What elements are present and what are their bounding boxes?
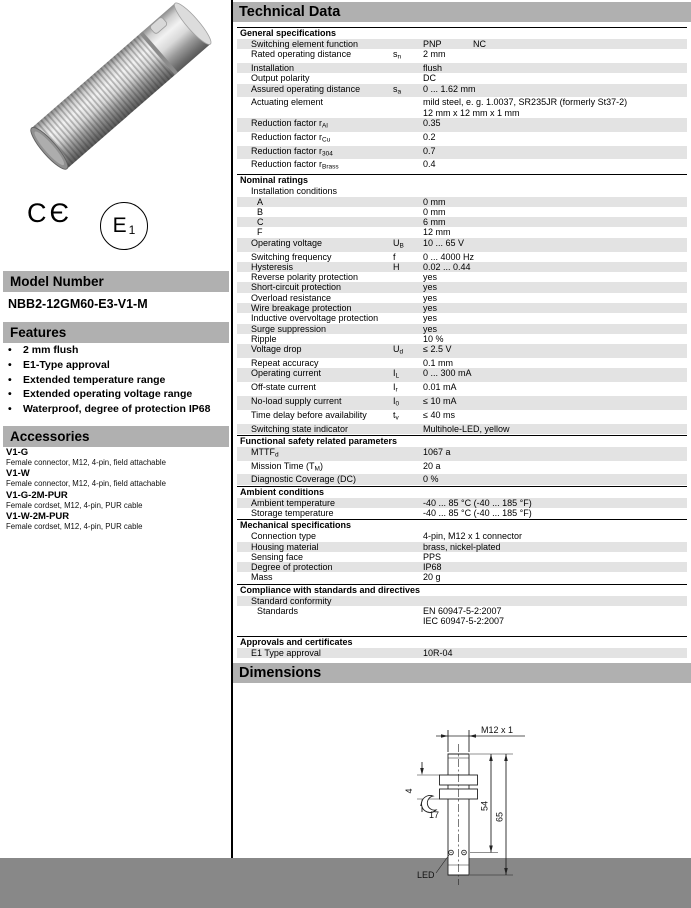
spec-value-line: yes [423,292,438,303]
spec-value-line: 0.1 mm [423,358,454,369]
spec-value [423,368,687,382]
spec-value-line: 10 % [423,333,444,344]
spec-value [423,424,687,434]
spec-row [237,118,687,132]
spec-label: Output polarity [251,73,310,84]
spec-row [237,238,687,252]
spec-value [423,508,687,518]
spec-row [237,217,687,227]
spec-value-line: -40 ... 85 °C (-40 ... 185 °F) [423,497,532,508]
spec-row [237,84,687,98]
spec-label: Reduction factor rAl [251,118,328,130]
spec-value [423,303,687,313]
spec-value [423,410,687,424]
spec-value-line: IP68 [423,562,442,573]
features-header: Features [3,322,229,343]
spec-value [423,132,687,146]
spec-label: MTTFd [251,446,279,459]
spec-label: Assured operating distance [251,83,361,94]
feature-text: Waterproof, degree of protection IP68 [23,403,211,416]
spec-value [423,63,687,73]
spec-symbol [393,552,423,562]
spec-symbol [393,648,423,658]
spec-symbol [393,572,423,582]
spec-value [423,447,687,461]
spec-symbol [393,217,423,227]
spec-value [423,227,687,237]
bullet-icon: • [8,403,12,416]
spec-value [423,474,687,484]
model-number-value: NBB2-12GM60-E3-V1-M [8,297,148,311]
ce-mark: CЄ [27,198,72,228]
spec-label: Degree of protection [251,562,333,573]
spec-symbol: f [393,251,396,262]
spec-value-line: 0.01 mA [423,382,457,393]
spec-label: Sensing face [251,551,304,562]
spec-row [237,159,687,173]
subscript: Al [322,122,328,130]
spec-value [423,118,687,132]
spec-value [423,73,687,83]
spec-row [237,132,687,146]
feature-text: E1-Type approval [23,358,110,371]
spec-value-line: 20 g [423,572,441,583]
spec-label: Repeat accuracy [251,358,319,369]
led-label: LED [417,869,435,880]
subscript: 0 [395,400,400,408]
spec-row [237,252,687,262]
spec-label: Time delay before availability [251,409,367,420]
spec-row [237,508,687,518]
spec-symbol [393,324,423,334]
spec-row [237,562,687,572]
spec-row [237,49,687,63]
accessory-code: V1-W-2M-PUR [6,511,70,522]
bullet-icon: • [8,344,12,356]
technical-column [233,0,691,908]
bullet-icon: • [8,388,12,401]
spec-symbol: IL [393,368,400,380]
spec-value [423,293,687,303]
spec-row [237,424,687,434]
subscript: r [395,386,398,394]
nut-dim-label: 4 [404,788,414,794]
spec-label: E1 Type approval [251,647,321,658]
spec-row [237,648,687,658]
spec-row [237,146,687,160]
spec-label: Switching state indicator [251,423,349,434]
subscript: n [397,53,402,61]
spec-label: F [257,227,263,238]
feature-item [8,375,223,385]
spec-label: C [257,217,264,228]
subscript: B [399,242,404,250]
spec-label: Standard conformity [251,595,332,606]
spec-label: Housing material [251,541,319,552]
product-photo [5,2,231,202]
subscript: v [395,414,399,422]
spec-label: Switching frequency [251,251,332,262]
spec-symbol [393,542,423,552]
subscript: Cu [322,136,331,144]
spec-section-header: General specifications [237,27,687,39]
spec-symbol [393,293,423,303]
spec-value-line: 0 ... 1.62 mm [423,83,476,94]
spec-row [237,498,687,508]
spec-value-line: 10 ... 65 V [423,237,465,248]
spec-row [237,447,687,461]
spec-value-line: yes [423,313,438,324]
spec-value-line: ≤ 2.5 V [423,344,452,355]
spec-row [237,186,687,196]
accessories-header: Accessories [3,426,229,447]
spec-symbol [393,358,423,368]
spec-value-line: yes [423,282,438,293]
feature-item [8,360,223,370]
spec-row [237,572,687,582]
subscript: d [275,451,279,459]
subscript: L [395,372,400,380]
spec-symbol: UB [393,237,404,250]
technical-table [233,22,691,658]
spec-label: B [257,206,264,217]
spec-value-line: EN 60947-5-2:2007 [423,606,502,617]
section-gap [237,627,687,635]
feature-text: Extended operating voltage range [23,388,193,401]
spec-symbol: Ir [393,382,398,394]
spec-label: Connection type [251,531,317,542]
spec-value [423,49,687,63]
spec-value [423,186,687,196]
spec-value [423,552,687,562]
subscript: a [397,88,402,96]
spec-value-line [423,39,687,49]
spec-symbol [393,197,423,207]
spec-value-line: -40 ... 85 °C (-40 ... 185 °F) [423,507,532,518]
spec-label: Operating voltage [251,237,323,248]
wrench-size-label: 17 [429,809,440,820]
spec-value [423,146,687,160]
spec-symbol [393,227,423,237]
feature-item [8,389,223,399]
spec-row [237,531,687,541]
spec-row [237,293,687,303]
spec-label: Inductive overvoltage protection [251,313,379,324]
spec-value [423,358,687,368]
spec-value-line: 0 % [423,474,439,485]
spec-symbol [393,146,423,160]
accessory-code: V1-G-2M-PUR [6,489,68,501]
spec-value [423,197,687,207]
spec-symbol [393,282,423,292]
spec-label: Reduction factor r304 [251,145,333,158]
spec-value-secondary: NC [473,39,486,49]
spec-value [423,344,687,358]
spec-label: Overload resistance [251,292,332,303]
spec-value [423,272,687,282]
spec-value-line: 4-pin, M12 x 1 connector [423,531,523,542]
spec-symbol [393,474,423,484]
spec-symbol: I0 [393,395,400,408]
features-list [8,345,223,419]
spec-row [237,358,687,368]
spec-symbol: tv [393,409,399,422]
e1-letter: E [112,214,127,237]
spec-symbol [393,63,423,73]
spec-row [237,227,687,237]
led-leader-line [436,855,449,873]
spec-value-line: 20 a [423,460,441,471]
spec-value [423,313,687,323]
spec-value-line: 6 mm [423,217,446,228]
spec-value-line: Multihole-LED, yellow [423,423,510,434]
spec-value-line2: IEC 60947-5-2:2007 [423,616,505,627]
spec-label: Switching element function [251,39,359,49]
spec-row [237,396,687,410]
accessory-desc: Female cordset, M12, 4-pin, PUR cable [6,500,143,510]
spec-value [423,207,687,217]
spec-section-header: Nominal ratings [237,174,687,186]
spec-label: Reduction factor rBrass [251,159,339,171]
spec-value [423,282,687,292]
spec-value-line: 12 mm [423,227,451,238]
spec-value [423,252,687,262]
spec-label: Installation conditions [251,186,338,197]
spec-value-line: DC [423,73,436,84]
spec-label: Rated operating distance [251,49,352,60]
spec-label: Short-circuit protection [251,282,342,293]
accessory-code: V1-W [6,468,30,479]
dimension-drawing [233,696,691,908]
spec-value-line2: 12 mm x 12 mm x 1 mm [423,107,520,118]
feature-text: 2 mm flush [23,344,79,356]
spec-symbol [393,531,423,541]
spec-row [237,262,687,272]
feature-item [8,404,223,414]
feature-item [8,345,223,355]
spec-symbol [393,303,423,313]
spec-row [237,39,687,49]
spec-value [423,531,687,541]
spec-value [423,596,687,606]
subscript: Brass [322,163,339,171]
spec-section-header: Ambient conditions [237,486,687,498]
accessories-list [6,445,226,534]
spec-label: No-load supply current [251,395,342,406]
spec-row [237,207,687,217]
spec-symbol [393,606,423,627]
subscript: 304 [322,150,333,158]
spec-row [237,382,687,396]
spec-symbol [393,447,423,461]
spec-value-line: flush [423,63,443,74]
spec-section-header: Functional safety related parameters [237,435,687,447]
spec-value-line: ≤ 40 ms [423,409,455,420]
spec-row [237,63,687,73]
spec-value [423,238,687,252]
spec-row [237,313,687,323]
spec-value-line: 0 mm [423,206,446,217]
spec-label: Reverse polarity protection [251,272,359,283]
spec-value [423,648,687,658]
spec-symbol: sa [393,83,402,96]
spec-symbol [393,508,423,518]
spec-row [237,97,687,118]
spec-value-line: 0.4 [423,159,436,170]
spec-label: A [257,196,264,207]
spec-label: Surge suppression [251,323,327,334]
spec-section-header: Mechanical specifications [237,519,687,531]
spec-symbol [393,313,423,323]
spec-row [237,324,687,334]
dim-54-label: 54 [479,800,490,811]
bullet-icon: • [8,358,12,371]
spec-value [423,382,687,396]
spec-symbol [393,159,423,173]
spec-label: Hysteresis [251,261,294,272]
spec-row [237,552,687,562]
spec-symbol [393,498,423,508]
spec-row [237,596,687,606]
spec-value-line: 10R-04 [423,647,453,658]
spec-symbol [393,132,423,146]
spec-label: Voltage drop [251,344,302,355]
spec-value-line: 0.2 [423,131,436,142]
spec-label: Ripple [251,333,277,344]
spec-symbol [393,39,423,49]
spec-value-line: 0.7 [423,145,436,156]
spec-value-line: 0.02 ... 0.44 [423,261,471,272]
spec-row [237,344,687,358]
spec-symbol: Ud [393,344,404,356]
spec-value-line: ≤ 10 mA [423,395,457,406]
spec-symbol [393,461,423,475]
accessory-desc: Female connector, M12, 4-pin, field attachable [6,457,166,467]
spec-row [237,272,687,282]
spec-label: Standards [257,606,299,617]
spec-value [423,606,687,627]
spec-symbol [393,424,423,434]
accessory-desc: Female connector, M12, 4-pin, field attachable [6,479,166,488]
dimensions-header: Dimensions [233,663,691,683]
spec-value-line: mild steel, e. g. 1.0037, SR235JR (formerly St37-2) [423,97,628,108]
spec-row [237,461,687,475]
spec-row [237,410,687,424]
spec-symbol [393,562,423,572]
spec-value [423,498,687,508]
bullet-icon: • [8,373,12,386]
feature-text: Extended temperature range [23,373,166,386]
dim-65-label: 65 [494,811,505,822]
spec-row [237,606,687,627]
spec-value [423,324,687,334]
spec-value-line: PPS [423,551,442,562]
spec-symbol [393,272,423,282]
spec-value [423,562,687,572]
spec-label: Reduction factor rCu [251,131,331,144]
spec-symbol [393,207,423,217]
spec-symbol: H [393,261,400,272]
spec-row [237,474,687,484]
spec-value [423,84,687,98]
spec-value-line: yes [423,323,438,334]
spec-section-header: Compliance with standards and directives [237,584,687,596]
technical-data-header: Technical Data [233,2,691,22]
spec-row [237,368,687,382]
spec-value-line: yes [423,303,438,314]
spec-label: Operating current [251,368,322,379]
accessory-desc: Female cordset, M12, 4-pin, PUR cable [6,522,143,531]
spec-symbol [393,596,423,606]
spec-value-line: 0.35 [423,118,441,129]
spec-label: Mission Time (TM) [251,460,323,473]
spec-value [423,217,687,227]
spec-symbol [393,73,423,83]
spec-symbol [393,334,423,344]
subscript: M [314,465,320,473]
spec-value [423,542,687,552]
model-number-header: Model Number [3,271,229,292]
spec-value-line: 0 mm [423,196,446,207]
spec-symbol [393,118,423,132]
spec-row [237,197,687,207]
subscript: d [399,348,404,356]
spec-row [237,334,687,344]
spec-value-line: 0 ... 300 mA [423,368,472,379]
spec-value-primary: PNP [423,39,442,49]
spec-label: Installation [251,63,295,74]
spec-label: Ambient temperature [251,497,336,508]
spec-row [237,282,687,292]
e1-number: 1 [128,222,136,237]
sensor-cylinder [26,0,215,173]
spec-label: Off-state current [251,382,316,393]
spec-label: Mass [251,572,273,583]
spec-value [423,262,687,272]
spec-value-line: 1067 a [423,446,451,457]
spec-row [237,303,687,313]
spec-symbol: sn [393,49,402,61]
spec-label: Diagnostic Coverage (DC) [251,474,357,485]
spec-label: Wire breakage protection [251,303,352,314]
spec-row [237,542,687,552]
spec-section-header: Approvals and certificates [237,636,687,648]
spec-value-line: 0 ... 4000 Hz [423,251,475,262]
spec-row [237,73,687,83]
e1-approval-mark [100,202,148,250]
spec-label: Actuating element [251,97,324,108]
spec-value-line: 2 mm [423,49,446,60]
spec-value [423,572,687,582]
spec-value [423,159,687,173]
spec-value [423,97,687,118]
thread-label: M12 x 1 [481,724,514,735]
spec-value-line: brass, nickel-plated [423,541,501,552]
spec-value-line: yes [423,272,438,283]
spec-value [423,39,687,49]
spec-value [423,334,687,344]
spec-label: Storage temperature [251,507,334,518]
spec-value [423,461,687,475]
accessory-code: V1-G [6,446,29,458]
spec-symbol [393,97,423,118]
spec-symbol [393,186,423,196]
spec-value [423,396,687,410]
